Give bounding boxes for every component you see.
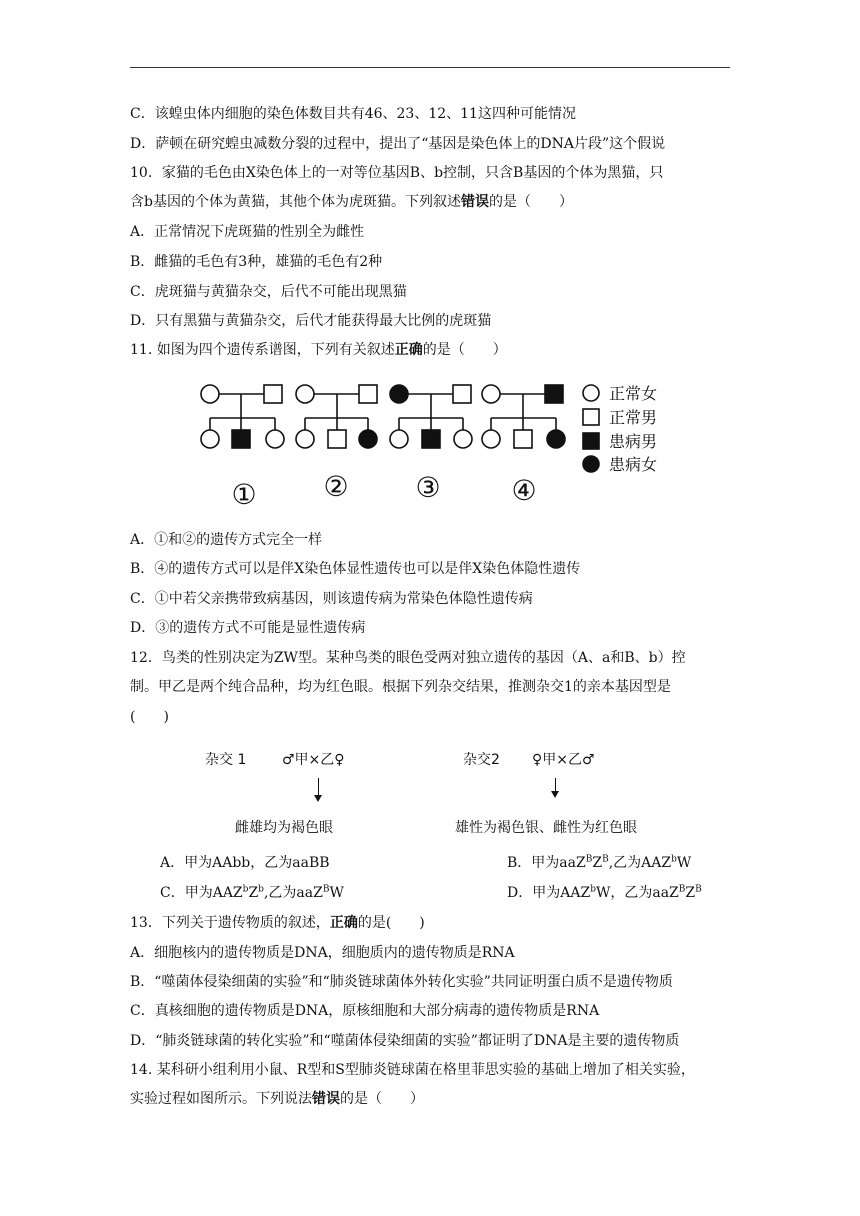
q9-option-d: D．萨顿在研究蝗虫减数分裂的过程中，提出了“基因是染色体上的DNA片段”这个假说 [130, 136, 666, 152]
q11-option-c: C．①中若父亲携带致病基因，则该遗传病为常染色体隐性遗传病 [130, 591, 533, 607]
q13-option-d: D．“肺炎链球菌的转化实验”和“噬菌体侵染细菌的实验”都证明了DNA是主要的遗传物质 [130, 1033, 680, 1049]
cross2-result: 雄性为褐色银、雌性为红色眼 [455, 820, 637, 836]
q11-stem: 11. 如图为四个遗传系谱图，下列有关叙述正确的是（ ） [130, 342, 507, 358]
legend-normal-male: 正常男 [609, 408, 658, 427]
pedigree-label-2: ② [323, 470, 349, 503]
q10-option-a: A．正常情况下虎斑猫的性别全为雌性 [130, 224, 365, 240]
cross1-label: 杂交 1 [205, 752, 247, 768]
q14-stem-line2: 实验过程如图所示。下列说法错误的是（ ） [130, 1091, 424, 1107]
pedigree-label-3: ③ [415, 471, 441, 504]
pedigree-label-4: ④ [511, 474, 537, 507]
q10-option-d: D．只有黑猫与黄猫杂交，后代才能获得最大比例的虎斑猫 [130, 313, 492, 329]
q10-option-c: C．虎斑猫与黄猫杂交，后代不可能出现黑猫 [130, 284, 407, 300]
q10-option-b: B．雌猫的毛色有3种，雄猫的毛色有2种 [130, 254, 383, 270]
cross1-parents: ♂甲×乙♀ [282, 752, 345, 768]
q9-option-c: C．该蝗虫体内细胞的染色体数目共有46、23、12、11这四种可能情况 [130, 106, 576, 122]
pedigree1-father [264, 385, 282, 403]
q11-option-a: A．①和②的遗传方式完全一样 [130, 532, 323, 548]
q13-stem: 13．下列关于遗传物质的叙述，正确的是( ) [130, 915, 425, 931]
cross1-arrowhead [314, 795, 322, 802]
q11-option-b: B．④的遗传方式可以是伴X染色体显性遗传也可以是伴X染色体隐性遗传 [130, 561, 581, 577]
q12-option-c: C．甲为$AAZ^bZ^b$,乙为aaZ$^B$W [160, 884, 344, 901]
q13-option-c: C．真核细胞的遗传物质是DNA，原核细胞和大部分病毒的遗传物质是RNA [130, 1003, 600, 1019]
cross2-label: 杂交2 [463, 752, 500, 768]
q10-stem-line1: 10．家猫的毛色由X染色体上的一对等位基因B、b控制，只含B基因的个体为黑猫，只 [130, 165, 664, 181]
q10-stem-line2: 含b基因的个体为黄猫，其他个体为虎斑猫。下列叙述错误的是（ ） [130, 194, 573, 210]
q12-option-d: D．甲为AAZ$^b$W，乙为$aaZ^BZ^B$ [507, 884, 702, 901]
q12-option-b: B．甲为$aaZ^BZ^B$,乙为AAZ$^b$W [507, 854, 692, 871]
legend-affected-female: 患病女 [609, 455, 658, 474]
cross2-parents: ♀甲×乙♂ [532, 752, 595, 768]
q13-option-b: B．“噬菌体侵染细菌的实验”和“肺炎链球菌体外转化实验”共同证明蛋白质不是遗传物质 [130, 974, 673, 990]
header-rule [130, 67, 730, 68]
q13-option-a: A．细胞核内的遗传物质是DNA，细胞质内的遗传物质是RNA [130, 945, 515, 961]
q12-stem-line2: 制。甲乙是两个纯合品种，均为红色眼。根据下列杂交结果，推测杂交1的亲本基因型是 [130, 679, 671, 695]
q12-option-a: A．甲为AAbb，乙为aaBB [160, 855, 330, 871]
cross1-arrow [318, 778, 319, 796]
cross2-arrowhead [551, 791, 559, 798]
q12-stem-line1: 12．鸟类的性别决定为ZW型。某种鸟类的眼色受两对独立遗传的基因（A、a和B、b）控 [130, 650, 686, 666]
pedigree-label-1: ① [231, 478, 257, 511]
q12-stem-line3: ( ) [130, 709, 169, 725]
pedigree-figure [195, 378, 715, 513]
cross1-result: 雌雄均为褐色眼 [235, 820, 333, 836]
pedigree1-mother [201, 385, 219, 403]
q11-option-d: D．③的遗传方式不可能是显性遗传病 [130, 620, 366, 636]
q14-stem-line1: 14. 某科研小组利用小鼠、R型和S型肺炎链球菌在格里菲思实验的基础上增加了相关实验， [130, 1062, 695, 1078]
cross2-arrow [555, 778, 556, 792]
legend-normal-female: 正常女 [609, 384, 658, 403]
legend-affected-male: 患病男 [609, 432, 658, 451]
